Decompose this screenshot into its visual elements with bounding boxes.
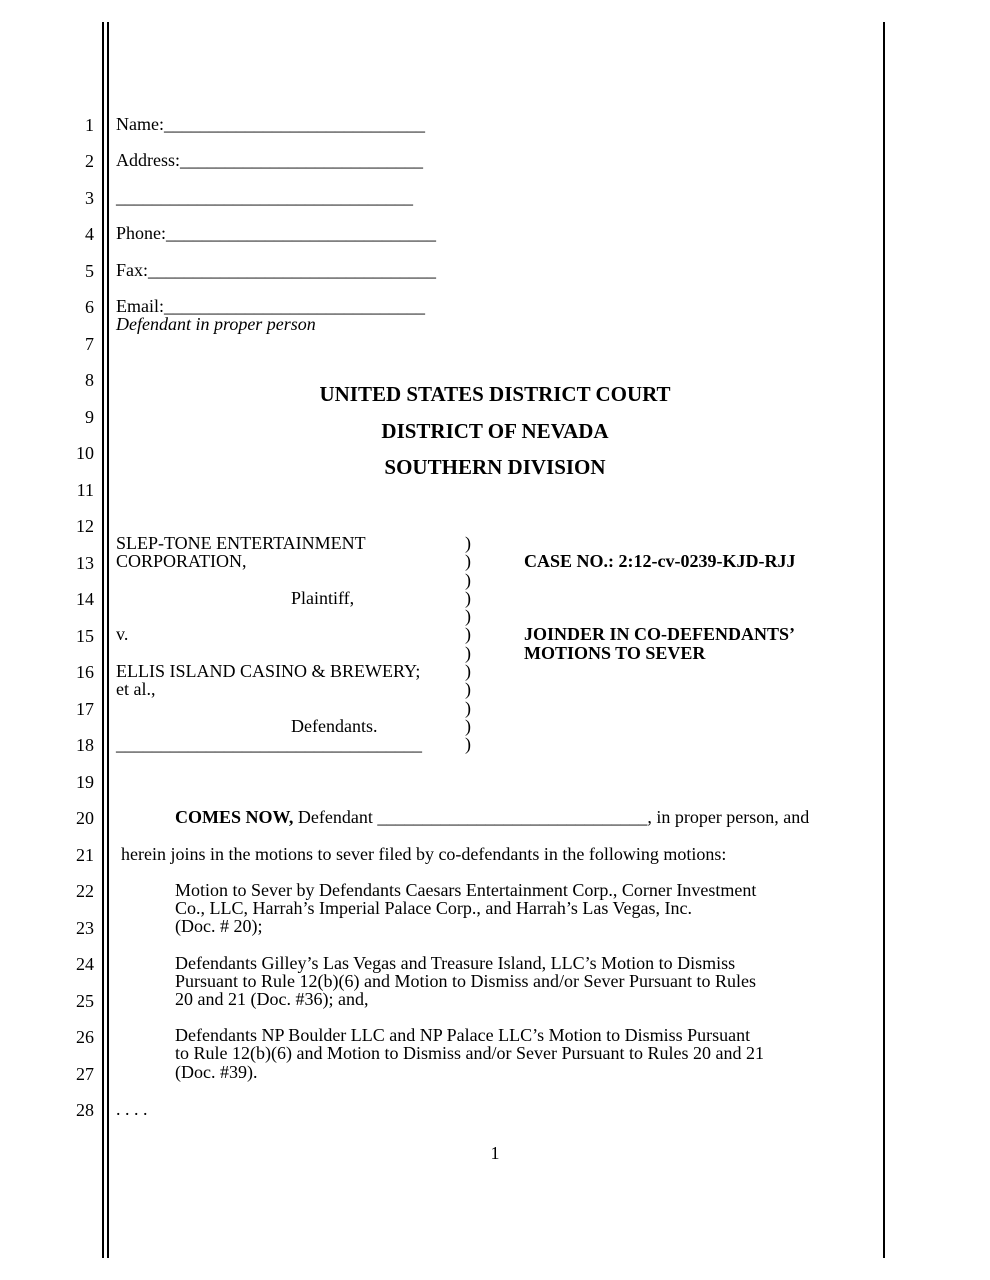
motion-2-line1: Defendants Gilley’s Las Vegas and Treasure Island, LLC’s Motion to Dismiss xyxy=(175,953,736,973)
right-margin-rule xyxy=(883,22,885,1258)
line-number: 4 xyxy=(85,224,94,244)
document-title-line2: MOTIONS TO SEVER xyxy=(524,643,706,663)
party-role: Defendant in proper person xyxy=(116,314,316,334)
email-line: Email:_____________________________ xyxy=(116,296,425,316)
motion-2-line2: Pursuant to Rule 12(b)(6) and Motion to Dismiss and/or Sever Pursuant to Rules xyxy=(175,971,756,991)
motion-3-line3: (Doc. #39). xyxy=(175,1062,258,1082)
name-line: Name:_____________________________ xyxy=(116,114,425,134)
line-number: 14 xyxy=(76,589,94,609)
defendant-name-line2: et al., xyxy=(116,679,156,699)
motion-1-line2: Co., LLC, Harrah’s Imperial Palace Corp., and Harrah’s Las Vegas, Inc. xyxy=(175,898,693,918)
plaintiff-name-line2: CORPORATION, xyxy=(116,551,247,571)
line-number: 24 xyxy=(76,954,94,974)
line-number: 13 xyxy=(76,553,94,573)
line-number: 7 xyxy=(85,334,94,354)
line-number: 18 xyxy=(76,735,94,755)
line-number: 2 xyxy=(85,151,94,171)
phone-line: Phone:______________________________ xyxy=(116,223,437,243)
plaintiff-name-line1: SLEP-TONE ENTERTAINMENT xyxy=(116,533,366,553)
address-blank-line: _________________________________ xyxy=(116,187,413,207)
court-division: SOUTHERN DIVISION xyxy=(384,455,606,479)
comes-now-lead: COMES NOW, xyxy=(175,807,294,827)
line-number: 9 xyxy=(85,407,94,427)
line-number: 27 xyxy=(76,1064,94,1084)
defendant-name-line1: ELLIS ISLAND CASINO & BREWERY; xyxy=(116,661,421,681)
line-number: 28 xyxy=(76,1100,94,1120)
line-number: 11 xyxy=(76,480,94,500)
document-title-line1: JOINDER IN CO-DEFENDANTS’ xyxy=(524,624,796,644)
line-number: 5 xyxy=(85,261,94,281)
line-number: 6 xyxy=(85,297,94,317)
motion-3-line1: Defendants NP Boulder LLC and NP Palace LLC’s Motion to Dismiss Pursuant xyxy=(175,1025,751,1045)
joinder-statement: herein joins in the motions to sever filed by co-defendants in the following motions: xyxy=(121,844,727,864)
line-number: 8 xyxy=(85,370,94,390)
page-number: 1 xyxy=(490,1143,500,1163)
comes-now-paragraph xyxy=(175,808,809,827)
motion-3-line2: to Rule 12(b)(6) and Motion to Dismiss and/or Sever Pursuant to Rules 20 and 21 xyxy=(175,1043,764,1063)
motion-1-line3: (Doc. # 20); xyxy=(175,916,263,936)
versus: v. xyxy=(116,624,129,644)
line-number: 10 xyxy=(76,443,94,463)
comes-now-text: Defendant ______________________________, in proper person, and xyxy=(293,807,810,827)
line-number: 17 xyxy=(76,699,94,719)
line-number: 20 xyxy=(76,808,94,828)
defendant-label: Defendants. xyxy=(291,716,378,736)
line-number: 22 xyxy=(76,881,94,901)
line-number: 15 xyxy=(76,626,94,646)
line-number: 25 xyxy=(76,991,94,1011)
line-number: 16 xyxy=(76,662,94,682)
court-district: DISTRICT OF NEVADA xyxy=(381,419,609,443)
caption-parentheses: ) ) ) ) ) ) ) ) ) ) ) ) xyxy=(465,533,471,755)
line-number: 21 xyxy=(76,845,94,865)
plaintiff-label: Plaintiff, xyxy=(291,588,355,608)
motion-1-line1: Motion to Sever by Defendants Caesars Entertainment Corp., Corner Investment xyxy=(175,880,757,900)
address-line: Address:___________________________ xyxy=(116,150,423,170)
line-number: 12 xyxy=(76,516,94,536)
caption-bottom-line: __________________________________ xyxy=(116,734,422,754)
line-number: 19 xyxy=(76,772,94,792)
motion-2-line3: 20 and 21 (Doc. #36); and, xyxy=(175,989,369,1009)
line-number: 3 xyxy=(85,188,94,208)
left-margin-rule-outer xyxy=(102,22,104,1258)
court-name: UNITED STATES DISTRICT COURT xyxy=(319,382,671,406)
case-number: CASE NO.: 2:12-cv-0239-KJD-RJJ xyxy=(524,551,796,571)
line-number: 1 xyxy=(85,115,94,135)
continuation-ellipsis: . . . . xyxy=(116,1099,148,1119)
fax-line: Fax:________________________________ xyxy=(116,260,437,280)
line-number: 26 xyxy=(76,1027,94,1047)
line-number: 23 xyxy=(76,918,94,938)
left-margin-rule-inner xyxy=(107,22,109,1258)
